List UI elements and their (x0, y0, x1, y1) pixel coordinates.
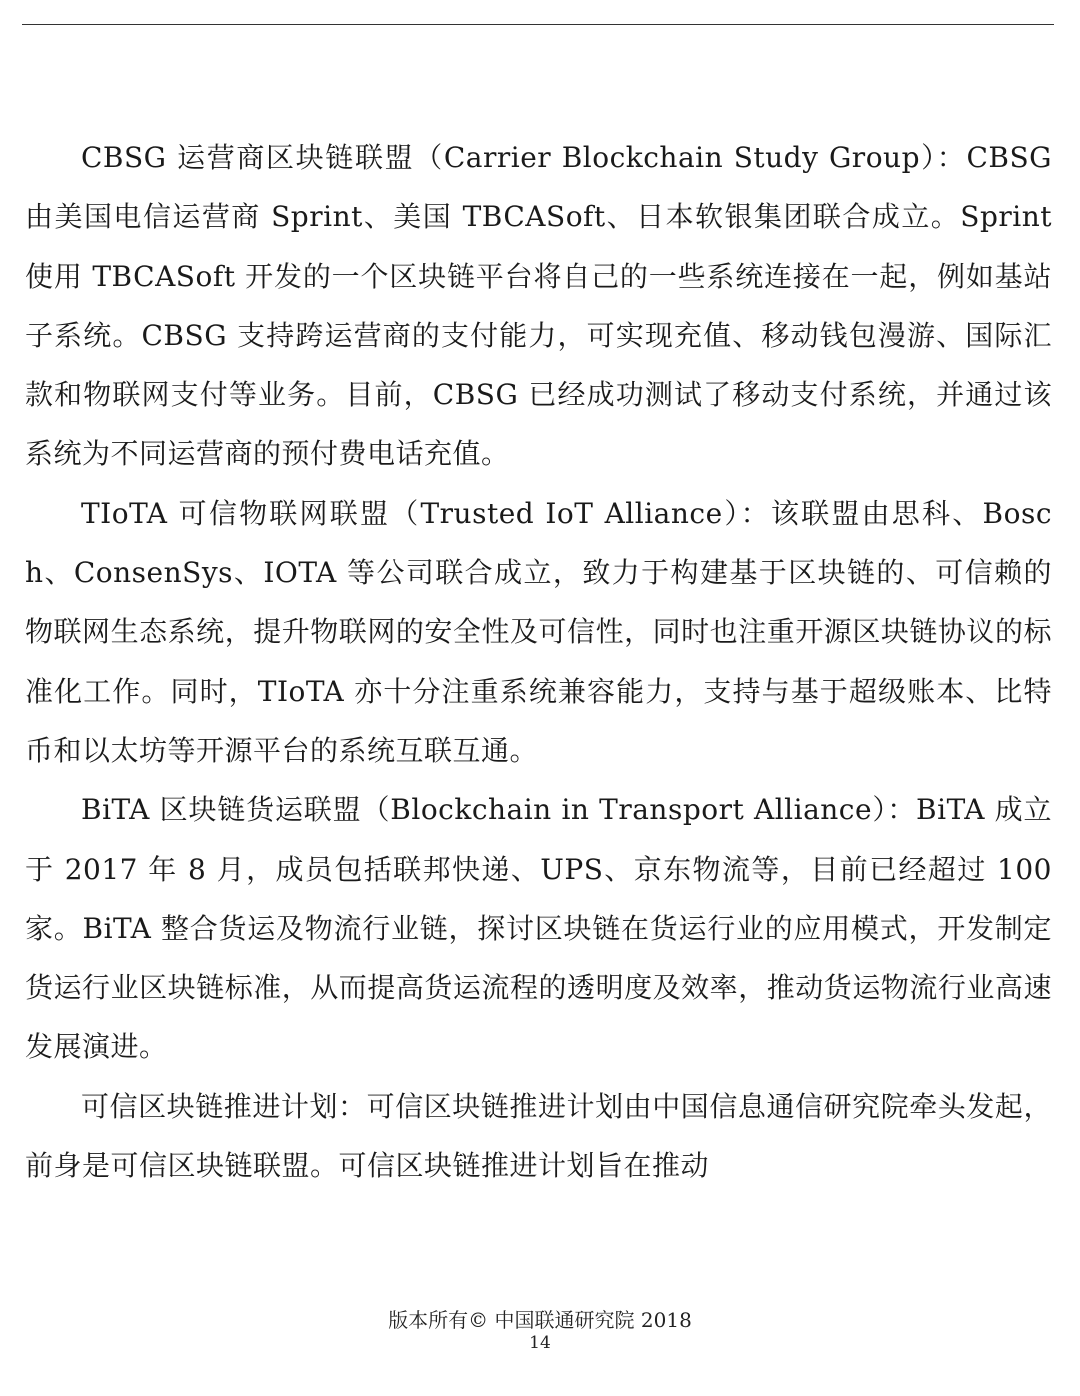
page-number: 14 (529, 1333, 551, 1353)
paragraph-cbsg: CBSG 运营商区块链联盟（Carrier Blockchain Study Group）：CBSG 由美国电信运营商 Sprint、美国 TBCASoft、日本软银集团联合成立。Sprint 使用 TBCASoft 开发的一个区块链平台将自己的一些系统连接在一起，例如基站子系统。CBSG 支持跨运营商的支付能力，可实现充值、移动钱包漫游、国际汇款和物联网支付等业务。目前，CBSG 已经成功测试了移动支付系统，并通过该系统为不同运营商的预付费电话充值。 (25, 141, 1052, 471)
paragraph-tiota: TIoTA 可信物联网联盟（Trusted IoT Alliance）：该联盟由思科、Bosch、ConsenSys、IOTA 等公司联合成立，致力于构建基于区块链的、可信赖的物联网生态系统，提升物联网的安全性及可信性，同时也注重开源区块链协议的标准化工作。同时，TIoTA 亦十分注重系统兼容能力，支持与基于超级账本、比特币和以太坊等开源平台的系统互联互通。 (25, 496, 1052, 767)
document-body (25, 128, 1052, 1195)
header-rule (22, 24, 1054, 25)
footer-copyright: 版本所有© 中国联通研究院 2018 (388, 1308, 692, 1332)
paragraph-bita: BiTA 区块链货运联盟（Blockchain in Transport Alliance）：BiTA 成立于 2017 年 8 月，成员包括联邦快递、UPS、京东物流等，目前已经超过 100 家。BiTA 整合货运及物流行业链，探讨区块链在货运行业的应用模式，开发制定货运行业区块链标准，从而提高货运流程的透明度及效率，推动货运物流行业高速发展演进。 (25, 793, 1052, 1064)
page-footer (0, 1308, 1080, 1354)
paragraph-trusted-blockchain: 可信区块链推进计划：可信区块链推进计划由中国信息通信研究院牵头发起，前身是可信区块链联盟。可信区块链推进计划旨在推动 (25, 1089, 1052, 1183)
